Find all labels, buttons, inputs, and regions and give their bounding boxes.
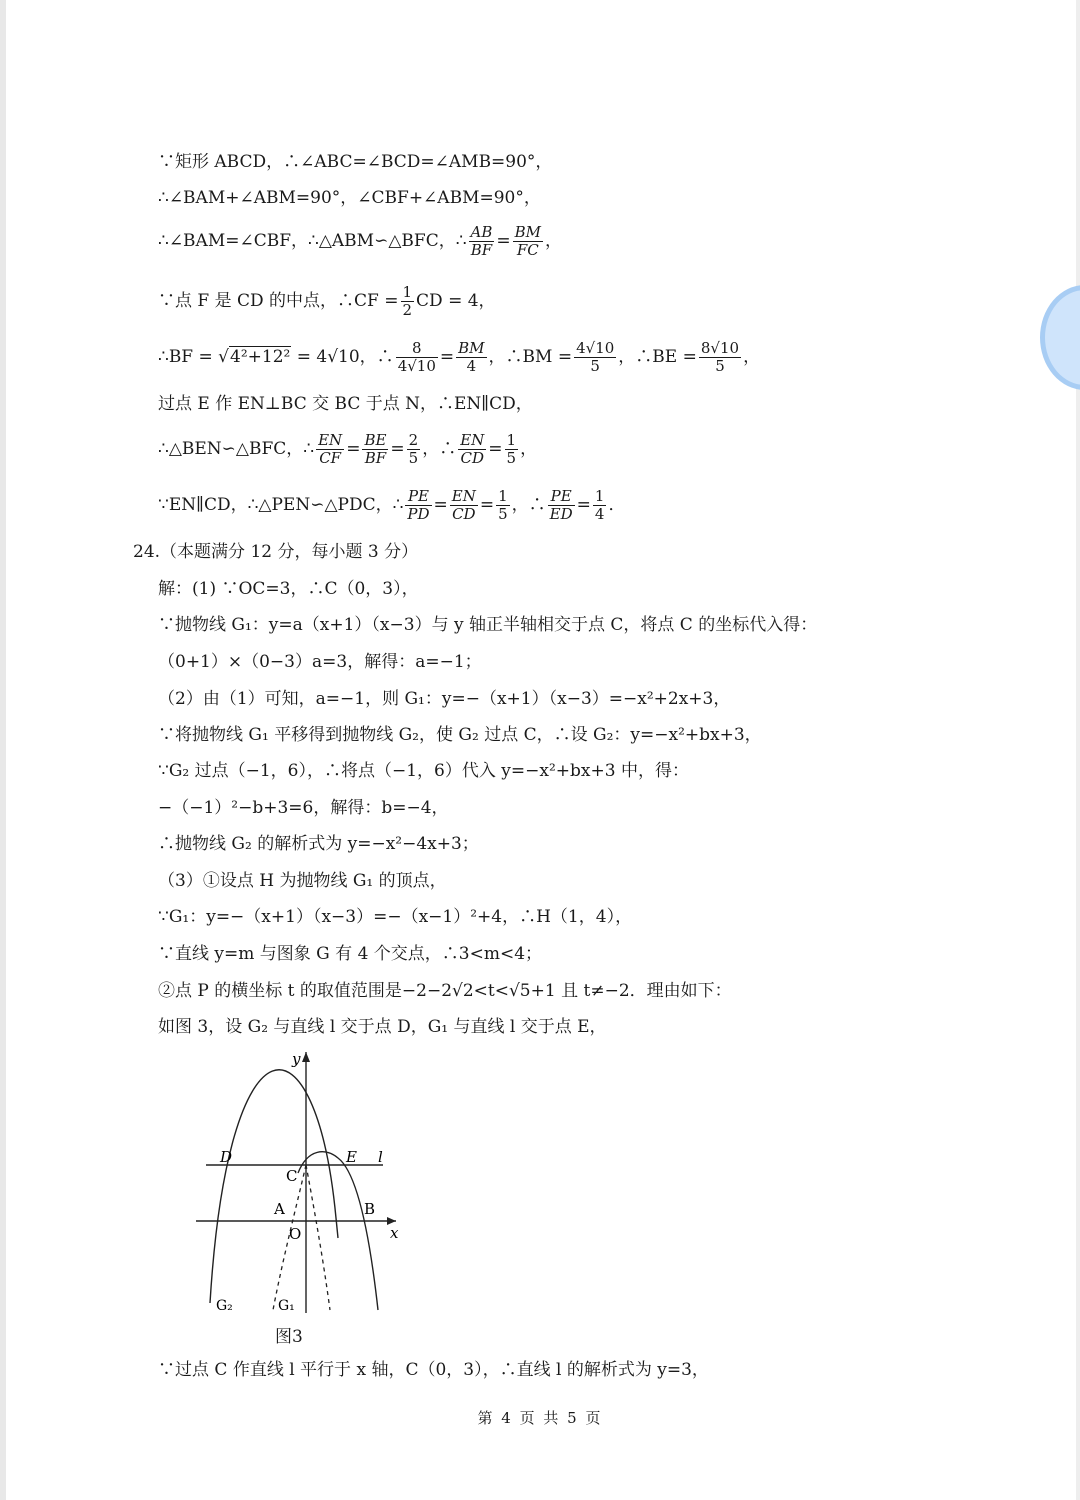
line-15: ∵G₂ 过点（−1，6），∴将点（−1，6）代入 y=−x²+bx+3 中，得： [158,761,689,781]
line-12: （0+1）×（0−3）a=3，解得：a=−1； [158,652,482,672]
point-C-label: C [286,1167,298,1185]
line-21: ②点 P 的横坐标 t 的取值范围是−2−2√2<t<√5+1 且 t≠−2．理由如下： [158,981,732,1001]
page-edge-right [1076,0,1080,1500]
line-5: ∴BF = √4²+12² = 4√10，∴ $\frac{8}{4√10}$ = $\frac{BM}{4}$ ，∴BM = $\frac{4√10}{5}$ ，∴BE = $\frac{8√10}{5}$ ， [158,339,761,375]
point-B-label: B [364,1200,376,1218]
line-6: 过点 E 作 EN⊥BC 交 BC 于点 N，∴EN∥CD， [158,394,533,414]
line-16: −（−1）²−b+3=6，解得：b=−4， [158,798,449,818]
line-18: （3）①设点 H 为抛物线 G₁ 的顶点， [158,871,447,891]
line-13: （2）由（1）可知，a=−1，则 G₁：y=−（x+1）（x−3）=−x²+2x+3， [158,689,731,709]
origin-label: O [289,1225,302,1243]
line-l-label: l [378,1148,383,1166]
line-10: 解：(1) ∵OC=3，∴C（0，3）， [158,579,419,599]
axis-x-label: x [390,1224,399,1242]
axis-y-label: y [292,1050,301,1068]
line-3: ∴∠BAM=∠CBF，∴△ABM∽△BFC，∴ $\frac{AB}{BF}$ = $\frac{BM}{FC}$ ， [158,223,563,259]
figure-3-parabolas [188,1048,418,1348]
line-19: ∵G₁：y=−（x+1）（x−3）=−（x−1）²+4，∴H（1，4）， [158,907,633,927]
point-A-label: A [274,1200,285,1218]
line-7: ∴△BEN∽△BFC，∴ $\frac{EN}{CF}$ = $\frac{BE}{BF}$ = $\frac{2}{5}$ ，∴ $\frac{EN}{CD}$ = $\frac{1}{5}$ ， [158,431,538,467]
point-D-label: D [220,1148,233,1166]
line-14: ∵将抛物线 G₁ 平移得到抛物线 G₂，使 G₂ 过点 C，∴设 G₂：y=−x²+bx+3， [158,725,762,745]
point-E-label: E [346,1148,357,1166]
line-20: ∵直线 y=m 与图象 G 有 4 个交点，∴3<m<4； [158,944,543,964]
page-edge-left [0,0,6,1500]
question-24-heading: 24.（本题满分 12 分，每小题 3 分） [133,542,419,562]
page-footer: 第 4 页 共 5 页 [477,1409,603,1427]
floating-chat-bubble-icon[interactable] [1040,285,1080,390]
line-1: ∵矩形 ABCD，∴∠ABC=∠BCD=∠AMB=90°， [158,152,553,172]
curve-G2-label: G₂ [216,1298,233,1314]
figure-caption: 图3 [275,1327,303,1347]
line-2: ∴∠BAM+∠ABM=90°，∠CBF+∠ABM=90°， [158,188,541,208]
line-8: ∵EN∥CD，∴△PEN∽△PDC，∴ $\frac{PE}{PD}$ = $\frac{EN}{CD}$ = $\frac{1}{5}$ ，∴ $\frac{PE}{ED}$ = $\frac{1}{4}$ ． [158,487,626,523]
line-17: ∴抛物线 G₂ 的解析式为 y=−x²−4x+3； [158,834,479,854]
line-22: 如图 3，设 G₂ 与直线 l 交于点 D，G₁ 与直线 l 交于点 E， [158,1017,607,1037]
line-23: ∵过点 C 作直线 l 平行于 x 轴，C（0，3），∴直线 l 的解析式为 y=3， [158,1360,709,1380]
line-11: ∵抛物线 G₁：y=a（x+1）（x−3）与 y 轴正半轴相交于点 C，将点 C 的坐标代入得： [158,615,818,635]
curve-G1-label: G₁ [278,1298,295,1314]
line-4: ∵点 F 是 CD 的中点，∴CF = $\frac{1}{2}$ CD = 4， [158,283,496,319]
